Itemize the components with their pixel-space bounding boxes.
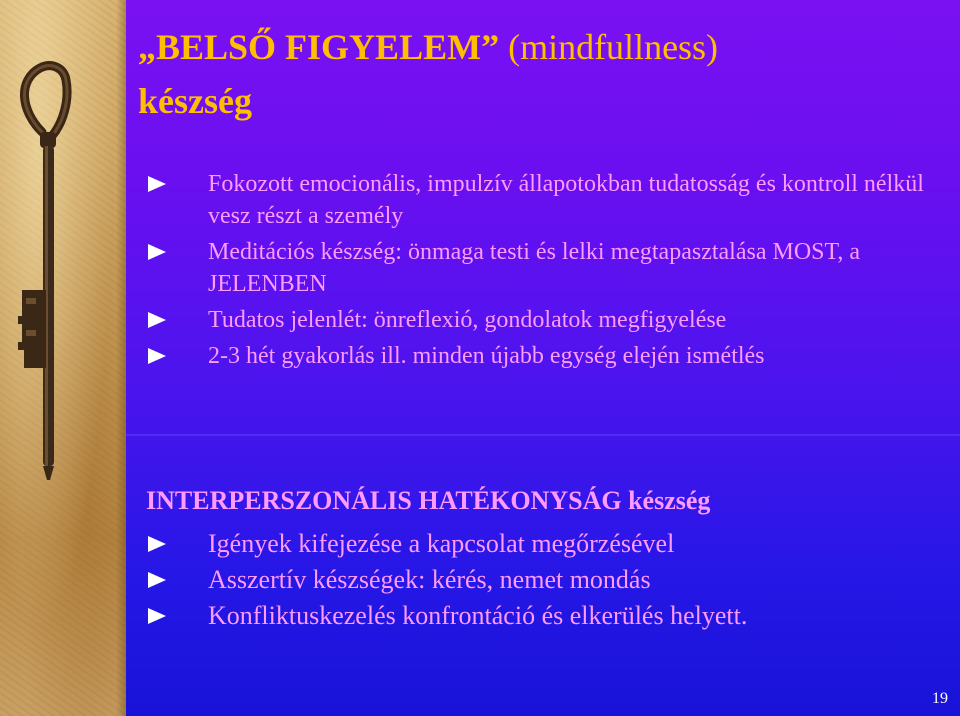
- list-item-text: Konfliktuskezelés konfrontáció és elkerülés helyett.: [208, 601, 748, 630]
- list-item: [126, 562, 956, 598]
- section-heading-bold: INTERPERSZONÁLIS HATÉKONYSÁG: [146, 486, 622, 515]
- bullet-triangle-icon: [148, 176, 166, 192]
- old-key-icon: [0, 40, 110, 716]
- list-item-text: Tudatos jelenlét: önreflexió, gondolatok megfigyelése: [208, 307, 727, 333]
- list-item-text: 2-3 hét gyakorlás ill. minden újabb egység elején ismétlés: [208, 343, 765, 369]
- interpersonal-bullet-list: [126, 526, 956, 634]
- section-heading-rest: készség: [621, 486, 711, 515]
- title-paren: (mindfullness): [499, 27, 719, 67]
- list-item: [126, 168, 956, 232]
- content-panel: [126, 0, 960, 716]
- section-divider: [126, 434, 960, 436]
- bullet-triangle-icon: [148, 536, 166, 552]
- bullet-triangle-icon: [148, 608, 166, 624]
- section-heading: [146, 484, 710, 518]
- list-item-text: Fokozott emocionális, impulzív állapotokban tudatosság és kontroll nélkül vesz részt a személy: [208, 171, 924, 229]
- bullet-triangle-icon: [148, 244, 166, 260]
- list-item-text: Meditációs készség: önmaga testi és lelki megtapasztalása MOST, a JELENBEN: [208, 239, 861, 297]
- list-item: [126, 526, 956, 562]
- slide-title: [138, 20, 938, 128]
- list-item: [126, 340, 956, 372]
- title-second-line: készség: [138, 81, 252, 121]
- list-item: [126, 304, 956, 336]
- title-main: „BELSŐ FIGYELEM”: [138, 27, 500, 67]
- list-item-text: Igények kifejezése a kapcsolat megőrzésével: [208, 529, 675, 558]
- list-item: [126, 598, 956, 634]
- bullet-triangle-icon: [148, 348, 166, 364]
- bullet-triangle-icon: [148, 312, 166, 328]
- list-item: [126, 236, 956, 300]
- decorative-side-panel: [0, 0, 126, 716]
- mindfulness-bullet-list: [126, 168, 956, 376]
- page-number: 19: [932, 690, 948, 707]
- list-item-text: Asszertív készségek: kérés, nemet mondás: [208, 565, 651, 594]
- bullet-triangle-icon: [148, 572, 166, 588]
